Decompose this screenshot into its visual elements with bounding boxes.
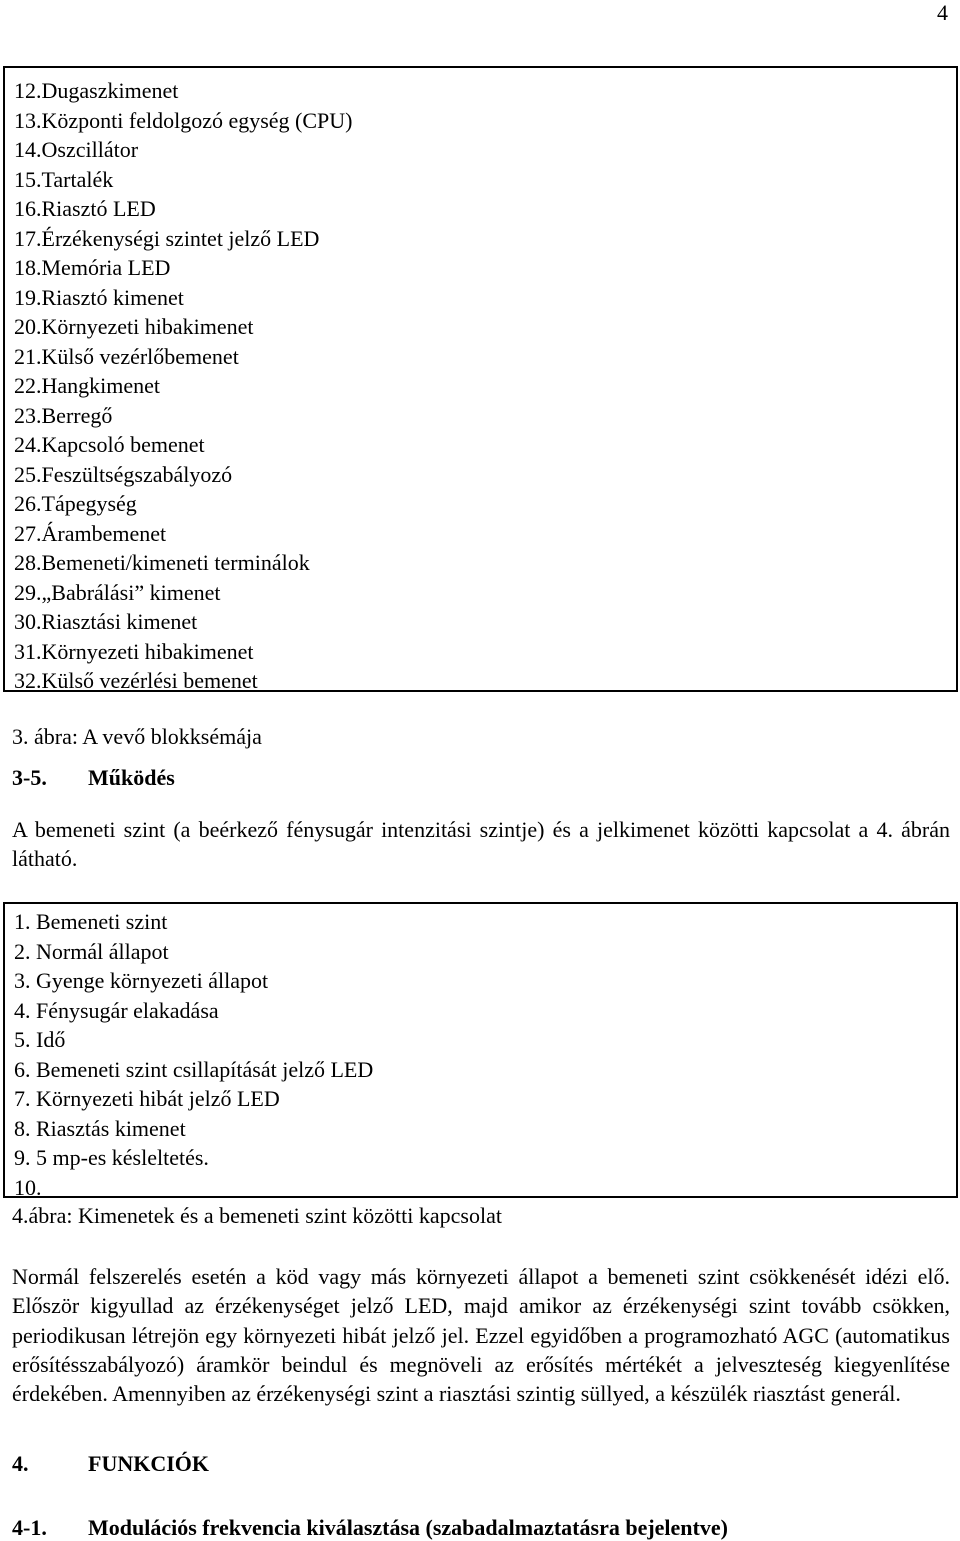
legend-item: 6. Bemeneti szint csillapítását jelző LED <box>14 1056 374 1082</box>
section-number: 4. <box>12 1451 29 1476</box>
legend-item: 16.Riasztó LED <box>14 196 156 221</box>
legend-item: 10. <box>14 1174 42 1200</box>
section-title: Modulációs frekvencia kiválasztása (szabadalmaztatásra bejelentve) <box>88 1515 728 1540</box>
legend-item: 25.Feszültségszabályozó <box>14 461 233 487</box>
legend-item: 28.Bemeneti/kimeneti terminálok <box>14 550 310 575</box>
figure3-caption: 3. ábra: A vevő blokksémája <box>12 724 262 749</box>
section-number: 3-5. <box>12 765 47 790</box>
legend-item: 22.Hangkimenet <box>14 373 161 398</box>
body-paragraph: Normál felszerelés esetén a köd vagy más környezeti állapot a bemeneti szint csökkenését idézi elő. Először kigyullad az érzékenységet jelző LED, majd amikor az érzékenységi szint tovább csökken, periodikusan létrejön egy környezeti hibát jelző jel. Ezzel egyidőben a programozható AGC (automatikus erősítésszabályozó) áramkör beindul és megnöveli az erősítés mértékét a jelveszteség kiegyenlítése érdekében. Amennyiben az érzékenységi szint a riasztási szintig süllyed, a készülék riasztást generál. <box>12 1264 950 1407</box>
figure4-caption: 4.ábra: Kimenetek és a bemeneti szint közötti kapcsolat <box>12 1203 502 1228</box>
figure4-legend-box <box>3 902 958 1198</box>
legend-item: 30.Riasztási kimenet <box>14 609 198 634</box>
legend-item: 5. Idő <box>14 1027 66 1052</box>
legend-item: 29.„Babrálási” kimenet <box>14 579 221 605</box>
legend-item: 18.Memória LED <box>14 255 171 280</box>
legend-item: 2. Normál állapot <box>14 938 169 964</box>
legend-item: 24.Kapcsoló bemenet <box>14 432 205 457</box>
section-heading-3-5 <box>12 765 175 791</box>
section-number: 4-1. <box>12 1515 47 1540</box>
legend-item: 12.Dugaszkimenet <box>14 78 179 103</box>
legend-item: 8. Riasztás kimenet <box>14 1115 186 1141</box>
section-title: FUNKCIÓK <box>88 1451 209 1476</box>
page-number: 4 <box>937 0 948 25</box>
legend-item: 1. Bemeneti szint <box>14 909 168 934</box>
section-heading-4 <box>12 1451 209 1477</box>
legend-item: 7. Környezeti hibát jelző LED <box>14 1086 280 1111</box>
legend-item: 31.Környezeti hibakimenet <box>14 638 254 664</box>
legend-item: 23.Berregő <box>14 402 113 428</box>
legend-item: 27.Árambemenet <box>14 520 167 546</box>
legend-item: 9. 5 mp-es késleltetés. <box>14 1145 209 1170</box>
legend-item: 32.Külső vezérlési bemenet <box>14 668 258 693</box>
legend-item: 3. Gyenge környezeti állapot <box>14 968 269 993</box>
legend-item: 13.Központi feldolgozó egység (CPU) <box>14 107 353 133</box>
section-3-5-paragraph: A bemeneti szint (a beérkező fénysugár intenzitási szintje) és a jelkimenet közötti kapcsolat a 4. ábrán látható. <box>12 817 950 872</box>
legend-item: 15.Tartalék <box>14 166 114 192</box>
section-heading-4-1 <box>12 1515 728 1541</box>
section-title: Működés <box>88 765 175 790</box>
legend-item: 20.Környezeti hibakimenet <box>14 314 254 339</box>
legend-item: 4. Fénysugár elakadása <box>14 997 219 1023</box>
legend-item: 26.Tápegység <box>14 491 137 516</box>
figure3-legend-box <box>3 66 958 692</box>
legend-item: 19.Riasztó kimenet <box>14 284 184 310</box>
legend-item: 14.Oszcillátor <box>14 137 139 162</box>
legend-item: 17.Érzékenységi szintet jelző LED <box>14 225 320 251</box>
legend-item: 21.Külső vezérlőbemenet <box>14 343 239 369</box>
